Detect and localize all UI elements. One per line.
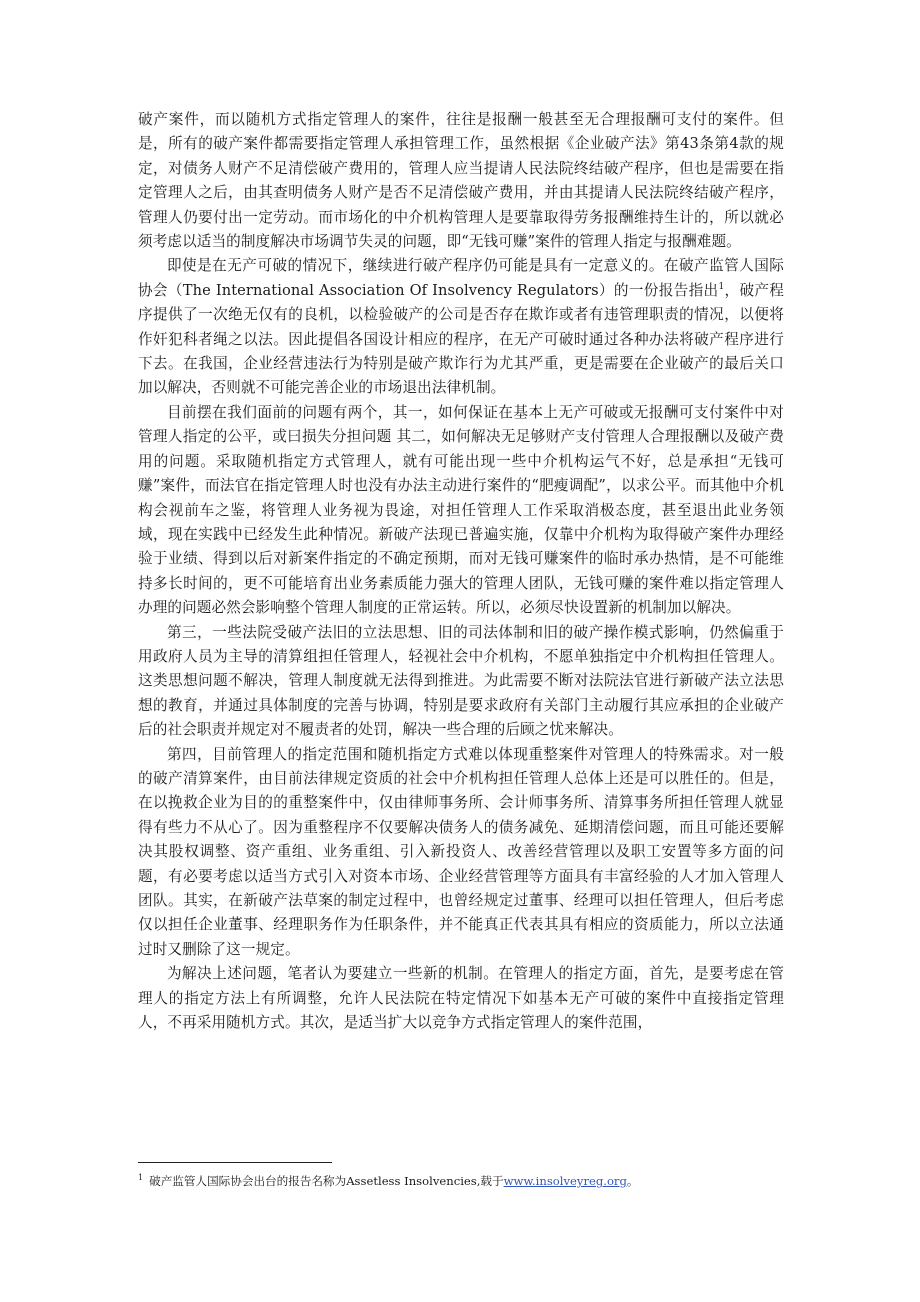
paragraph-2-text-after: ，破产程序提供了一次绝无仅有的良机，以检验破产的公司是否存在欺诈或者有违管理职责的情况，以便将作奸犯科者绳之以法。因此提倡各国设计相应的程序，在无产可破时通过各种办法将破产程序进行下去。在我国，企业经营违法行为特别是破产欺诈行为尤其严重，更是需要在企业破产的最后关口加以解决，否则就不可能完善企业的市场退出法律机制。 xyxy=(138,281,785,397)
footnote-link[interactable]: www.insolveyreg.org xyxy=(503,1174,627,1188)
footnote-separator xyxy=(138,1162,332,1163)
footnote-reference[interactable]: 1 xyxy=(718,281,725,292)
paragraph-2 xyxy=(138,254,784,400)
paragraph-3: 目前摆在我们面前的问题有两个，其一，如何保证在基本上无产可破或无报酬可支付案件中对管理人指定的公平，或曰损失分担问题 其二，如何解决无足够财产支付管理人合理报酬以及破产费用的问题。采取随机指定方式管理人，就有可能出现一些中介机构运气不好，总是承担“无钱可赚”案件，而法官在指定管理人时也没有办法主动进行案件的“肥瘦调配”，以求公平。而其他中介机构会视前车之鉴，将管理人业务视为畏途，对担任管理人工作采取消极态度，甚至退出此业务领域，现在实践中已经发生此种情况。新破产法现已普遍实施，仅靠中介机构为取得破产案件办理经验于业绩、得到以后对新案件指定的不确定预期，而对无钱可赚案件的临时承办热情，是不可能维持多长时间的，更不可能培育出业务素质能力强大的管理人团队，无钱可赚的案件难以指定管理人办理的问题必然会影响整个管理人制度的正常运转。所以，必须尽快设置新的机制加以解决。 xyxy=(138,403,784,617)
paragraph-4: 第三，一些法院受破产法旧的立法思想、旧的司法体制和旧的破产操作模式影响，仍然偏重于用政府人员为主导的清算组担任管理人，轻视社会中介机构，不愿单独指定中介机构担任管理人。这类思想问题不解决，管理人制度就无法得到推进。为此需要不断对法院法官进行新破产法立法思想的教育，并通过具体制度的完善与协调，特别是要求政府有关部门主动履行其应承担的企业破产后的社会职责并规定对不履责者的处罚，解决一些合理的后顾之忧来解决。 xyxy=(138,623,784,739)
paragraph-1: 破产案件，而以随机方式指定管理人的案件，往往是报酬一般甚至无合理报酬可支付的案件。但是，所有的破产案件都需要指定管理人承担管理工作，虽然根据《企业破产法》第43条第4款的规定，对债务人财产不足清偿破产费用的，管理人应当提请人民法院终结破产程序，但也是需要在指定管理人之后，由其查明债务人财产是否不足清偿破产费用，并由其提请人民法院终结破产程序，管理人仍要付出一定劳动。而市场化的中介机构管理人是要靠取得劳务报酬维持生计的，所以就必须考虑以适当的制度解决市场调节失灵的问题，即“无钱可赚”案件的管理人指定与报酬难题。 xyxy=(138,111,784,251)
footnote-text: 破产监管人国际协会出台的报告名称为Assetless Insolvencies,载于 xyxy=(149,1174,504,1188)
footnote-suffix: 。 xyxy=(626,1174,639,1188)
paragraph-5: 第四，目前管理人的指定范围和随机指定方式难以体现重整案件对管理人的特殊需求。对一般的破产清算案件，由目前法律规定资质的社会中介机构担任管理人总体上还是可以胜任的。但是，在以挽救企业为目的的重整案件中，仅由律师事务所、会计师事务所、清算事务所担任管理人就显得有些力不从心了。因为重整程序不仅要解决债务人的债务减免、延期清偿问题，而且可能还要解决其股权调整、资产重组、业务重组、引入新投资人、改善经营管理以及职工安置等多方面的问题，有必要考虑以适当方式引入对资本市场、企业经营管理等方面具有丰富经验的人才加入管理人团队。其实，在新破产法草案的制定过程中，也曾经规定过董事、经理可以担任管理人，但后考虑仅以担任企业董事、经理职务作为任职条件，并不能真正代表其具有相应的资质能力，所以立法通过时又删除了这一规定。 xyxy=(138,745,784,958)
footnote xyxy=(138,1172,784,1190)
paragraph-6: 为解决上述问题，笔者认为要建立一些新的机制。在管理人的指定方面，首先，是要考虑在管理人的指定方法上有所调整，允许人民法院在特定情况下如基本无产可破的案件中直接指定管理人，不再采用随机方式。其次，是适当扩大以竞争方式指定管理人的案件范围， xyxy=(138,965,784,1032)
document-body xyxy=(138,108,784,1035)
footnote-number: 1 xyxy=(138,1173,144,1183)
paragraph-2-text-before: 即使是在无产可破的情况下，继续进行破产程序仍可能是具有一定意义的。在破产监管人国际协会（The International Association Of Insolvency Regulators）的一份报告指出 xyxy=(138,257,784,299)
